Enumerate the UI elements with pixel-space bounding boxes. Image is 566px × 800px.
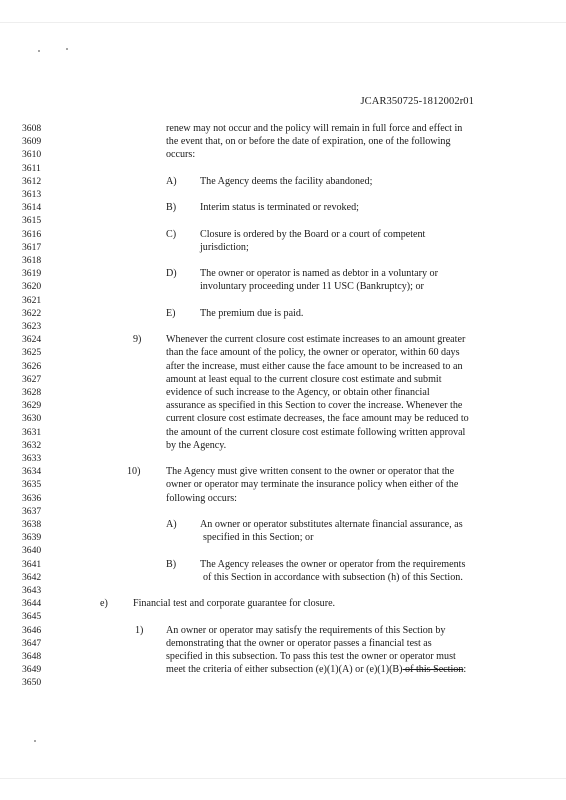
line-number: 3620 bbox=[22, 281, 42, 293]
line-number: 3632 bbox=[22, 439, 42, 451]
intro-line: renew may not occur and the policy will remain in full force and effect in bbox=[166, 123, 463, 134]
item-label: A) bbox=[166, 519, 177, 530]
scan-speck bbox=[34, 740, 36, 742]
section-label: e) bbox=[100, 598, 108, 610]
line-number: 3643 bbox=[22, 585, 42, 596]
paragraph-line: demonstrating that the owner or operator passes a financial test as bbox=[166, 637, 432, 649]
item-text: of this Section in accordance with subsection (h) of this Section. bbox=[203, 571, 463, 583]
scan-edge-top bbox=[0, 22, 566, 23]
item-label: C) bbox=[166, 228, 177, 240]
line-number: 3640 bbox=[22, 545, 42, 557]
paragraph-line: owner or operator may terminate the insurance policy when either of the bbox=[166, 479, 459, 491]
item-label: E) bbox=[166, 307, 176, 319]
line-number: 3633 bbox=[22, 453, 42, 464]
item-label: A) bbox=[166, 175, 177, 187]
line-number: 3614 bbox=[22, 202, 42, 214]
paragraph-line: evidence of such increase to the Agency, or obtain other financial bbox=[166, 387, 430, 398]
paragraph-line: amount at least equal to the current closure cost estimate and submit bbox=[166, 373, 442, 385]
line-number: 3646 bbox=[22, 624, 42, 636]
line-number: 3645 bbox=[22, 611, 42, 623]
item-text: jurisdiction; bbox=[200, 241, 249, 253]
line-number: 3649 bbox=[22, 664, 42, 676]
line-number: 3616 bbox=[22, 228, 42, 240]
line-number: 3609 bbox=[22, 136, 42, 148]
paragraph-number: 10) bbox=[127, 466, 141, 478]
paragraph-line: The Agency must give written consent to the owner or operator that the bbox=[166, 466, 455, 478]
item-text: Interim status is terminated or revoked; bbox=[200, 202, 359, 214]
line-number: 3613 bbox=[22, 189, 42, 200]
line-number: 3611 bbox=[22, 162, 41, 174]
scan-speck bbox=[38, 50, 40, 52]
line-number: 3639 bbox=[22, 532, 42, 544]
section-heading: Financial test and corporate guarantee for closure. bbox=[133, 598, 336, 610]
line-number: 3635 bbox=[22, 479, 42, 491]
paragraph-line: the amount of the current closure cost estimate following written approval bbox=[166, 426, 466, 438]
item-text: The Agency deems the facility abandoned; bbox=[200, 175, 373, 187]
line-number: 3618 bbox=[22, 255, 42, 266]
paragraph-line: specified in this subsection. To pass this test the owner or operator must bbox=[166, 651, 456, 662]
intro-line: occurs: bbox=[166, 149, 196, 161]
item-label: B) bbox=[166, 202, 177, 214]
scan-edge-bottom bbox=[0, 778, 566, 779]
line-number: 3641 bbox=[22, 558, 42, 570]
line-number: 3621 bbox=[22, 294, 42, 306]
item-label: D) bbox=[166, 268, 177, 280]
item-text: The owner or operator is named as debtor in a voluntary or bbox=[200, 268, 438, 280]
plain-text: meet the criteria of either subsection (e)(1)(A) or (e)(1)(B) bbox=[166, 664, 403, 676]
line-number: 3628 bbox=[22, 387, 42, 398]
paragraph-line: Whenever the current closure cost estimate increases to an amount greater bbox=[166, 334, 466, 346]
item-text: specified in this Section; or bbox=[203, 532, 314, 544]
line-number: 3648 bbox=[22, 651, 42, 662]
line-number: 3627 bbox=[22, 373, 42, 385]
line-number: 3617 bbox=[22, 241, 42, 253]
line-number: 3644 bbox=[22, 598, 42, 610]
paragraph-number: 1) bbox=[135, 624, 144, 636]
paragraph-line: following occurs: bbox=[166, 492, 237, 504]
line-number: 3650 bbox=[22, 677, 42, 689]
item-text: Closure is ordered by the Board or a court of competent bbox=[200, 228, 426, 240]
item-text: involuntary proceeding under 11 USC (Bankruptcy); or bbox=[200, 281, 424, 293]
line-number: 3638 bbox=[22, 519, 42, 530]
line-number: 3634 bbox=[22, 466, 42, 478]
line-number: 3612 bbox=[22, 175, 42, 187]
paragraph-line: current closure cost estimate decreases, the face amount may be reduced to bbox=[166, 413, 469, 425]
item-text: The premium due is paid. bbox=[200, 307, 304, 319]
paragraph-line: An owner or operator may satisfy the requirements of this Section by bbox=[166, 624, 446, 636]
line-number: 3610 bbox=[22, 149, 42, 161]
struck-text: of this Section bbox=[402, 664, 464, 676]
line-number: 3642 bbox=[22, 571, 42, 583]
scan-speck bbox=[66, 48, 68, 50]
intro-line: the event that, on or before the date of expiration, one of the following bbox=[166, 136, 451, 148]
paragraph-line: after the increase, must either cause the face amount to be increased to an bbox=[166, 360, 463, 372]
line-number: 3622 bbox=[22, 307, 42, 319]
line-number: 3636 bbox=[22, 492, 42, 504]
line-number: 3615 bbox=[22, 215, 42, 227]
paragraph-line bbox=[166, 663, 466, 676]
line-number: 3631 bbox=[22, 426, 42, 438]
line-number: 3647 bbox=[22, 637, 42, 649]
line-number: 3626 bbox=[22, 360, 42, 372]
line-number: 3629 bbox=[22, 400, 42, 412]
line-number: 3619 bbox=[22, 268, 42, 280]
item-label: B) bbox=[166, 558, 177, 570]
line-number: 3624 bbox=[22, 334, 42, 346]
item-text: The Agency releases the owner or operator from the requirements bbox=[200, 558, 466, 570]
punctuation: : bbox=[463, 664, 467, 676]
item-text: An owner or operator substitutes alternate financial assurance, as bbox=[200, 519, 463, 530]
paragraph-line: by the Agency. bbox=[166, 439, 227, 451]
line-number: 3625 bbox=[22, 347, 42, 359]
line-number: 3637 bbox=[22, 505, 42, 517]
line-number: 3608 bbox=[22, 123, 42, 134]
paragraph-line: than the face amount of the policy, the owner or operator, within 60 days bbox=[166, 347, 460, 359]
document-id-header: JCAR350725-1812002r01 bbox=[360, 96, 474, 107]
paragraph-line: assurance as specified in this Section to cover the increase. Whenever the bbox=[166, 400, 463, 412]
line-number: 3623 bbox=[22, 321, 42, 332]
line-number: 3630 bbox=[22, 413, 42, 425]
paragraph-number: 9) bbox=[133, 334, 142, 346]
